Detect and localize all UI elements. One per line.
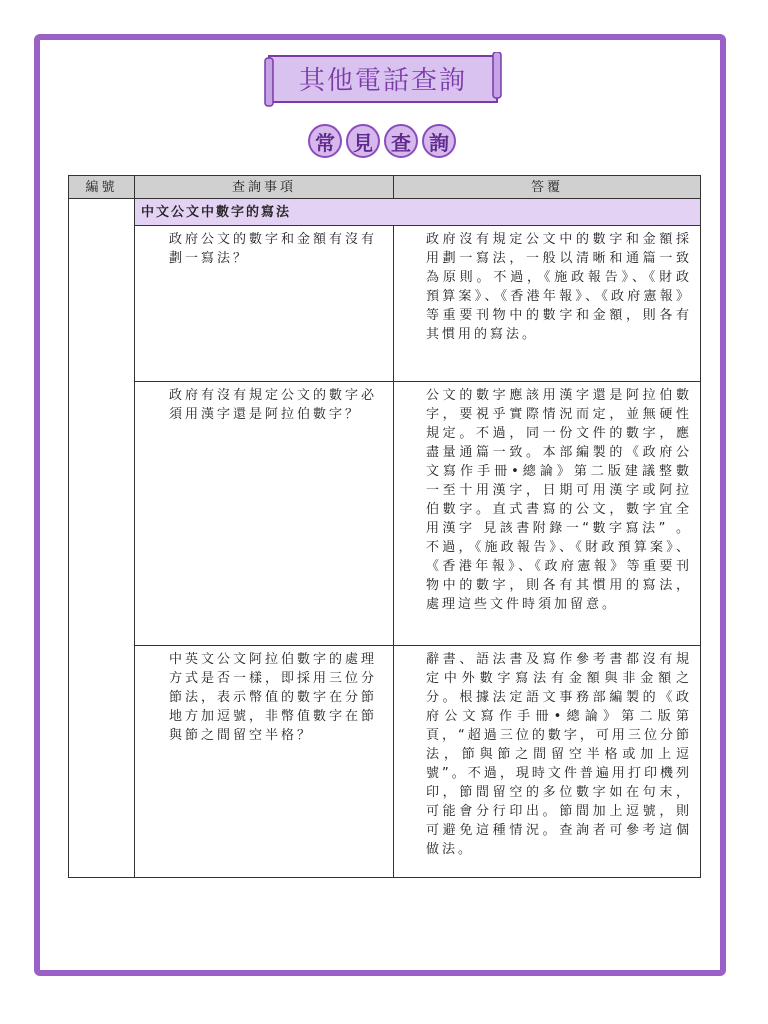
faq-heading-char: 常 (308, 124, 342, 158)
section-row (69, 199, 701, 226)
column-header-answer: 答覆 (394, 176, 701, 199)
column-header-number: 編號 (69, 176, 135, 199)
title-banner (263, 52, 503, 104)
question-cell: 政府公文的數字和金額有沒有劃一寫法？ (135, 226, 394, 382)
faq-heading-char: 查 (384, 124, 418, 158)
question-cell: 中英文公文阿拉伯數字的處理方式是否一樣，即採用三位分節法，表示幣值的數字在分節地方加逗號，非幣值數字在節與節之間留空半格？ (135, 646, 394, 878)
section-title: 中文公文中數字的寫法 (135, 199, 701, 226)
faq-heading-char: 詢 (422, 124, 456, 158)
answer-cell: 辭書、語法書及寫作參考書都沒有規定中外數字寫法有金額與非金額之分。根據法定語文事務部編製的《政府公文寫作手冊•總論》第二版第 頁，“超過三位的數字，可用三位分節法，節與節之間留空半格或加上逗號”。不過，現時文件普遍用打印機列印，節間留空的多位數字如在句末，可能會分行印出。節間加上逗號，則可避免這種情況。查詢者可參考這個做法。 (394, 646, 701, 878)
table-row (69, 382, 701, 646)
faq-heading (308, 124, 468, 166)
answer-cell: 政府沒有規定公文中的數字和金額採用劃一寫法，一般以清晰和通篇一致為原則。不過，《施政報告》、《財政預算案》、《香港年報》、《政府憲報》等重要刊物中的數字和金額，則各有其慣用的寫法。 (394, 226, 701, 382)
table-row (69, 226, 701, 382)
answer-cell: 公文的數字應該用漢字還是阿拉伯數字，要視乎實際情況而定，並無硬性規定。不過，同一份文件的數字，應盡量通篇一致。本部編製的《政府公文寫作手冊•總論》第二版建議整數一至十用漢字，日期可用漢字或阿拉伯數字。直式書寫的公文，數字宜全用漢字 見該書附錄一“數字寫法” 。不過，《施政報告》、《財政預算案》、《香港年報》、《政府憲報》等重要刊物中的數字，則各有其慣用的寫法，處理這些文件時須加留意。 (394, 382, 701, 646)
table-header-row (69, 176, 701, 199)
table-row (69, 646, 701, 878)
faq-heading-char: 見 (346, 124, 380, 158)
faq-table (68, 175, 725, 878)
question-cell: 政府有沒有規定公文的數字必須用漢字還是阿拉伯數字？ (135, 382, 394, 646)
page-title: 其他電話查詢 (298, 66, 467, 96)
column-header-question: 查詢事項 (135, 176, 394, 199)
number-cell (69, 199, 135, 878)
